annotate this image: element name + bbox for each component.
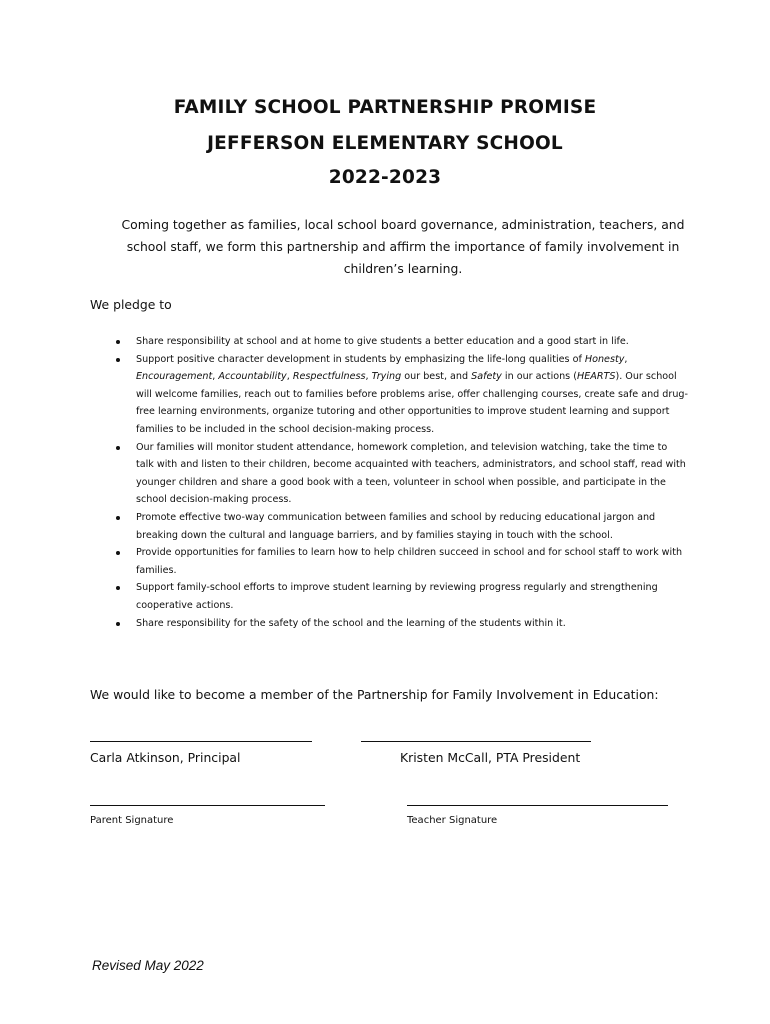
parent-signature-label: Parent Signature [90, 815, 174, 826]
pledge-item [90, 615, 688, 633]
school-year: 2022-2023 [328, 167, 442, 188]
bullet-icon [116, 516, 120, 520]
pledge-text: our best, and [401, 371, 472, 383]
pta-president-name: Kristen McCall, PTA President [400, 750, 581, 765]
pledge-emphasis: Safety [471, 371, 502, 383]
teacher-signature-line[interactable] [407, 805, 668, 806]
bullet-icon [116, 340, 120, 344]
pledge-text: , [365, 371, 372, 383]
school-name: JEFFERSON ELEMENTARY SCHOOL [207, 133, 563, 154]
document-title: FAMILY SCHOOL PARTNERSHIP PROMISE [173, 97, 597, 118]
pledge-text: Our families will monitor student attendance, homework completion, and television watching, take the time to talk with and listen to their children, become acquainted with teachers, administrators, and school staff, read with younger children and share a good book with a teen, volunteer in school when possible, and participate in the school decision-making process. [136, 441, 686, 506]
bullet-icon [116, 622, 120, 626]
pledge-item [90, 333, 688, 351]
pledge-item [90, 351, 688, 439]
pledge-text: in our actions ( [501, 371, 577, 383]
teacher-signature-label: Teacher Signature [407, 815, 498, 826]
pledge-item [90, 544, 688, 579]
revision-note: Revised May 2022 [92, 958, 204, 973]
bullet-icon [116, 551, 120, 555]
pledge-text: Promote effective two-way communication between families and school by reducing educational jargon and breaking down the cultural and language barriers, and by families staying in touch with the school. [136, 511, 656, 541]
pledge-emphasis: Honesty [584, 353, 625, 365]
parent-signature-line[interactable] [90, 805, 325, 806]
pledge-text: Support positive character development in students by emphasizing the life-long qualities of [136, 353, 585, 365]
principal-name: Carla Atkinson, Principal [90, 750, 241, 765]
pledge-text: Provide opportunities for families to learn how to help children succeed in school and for school staff to work with families. [136, 547, 683, 576]
pledge-emphasis: Encouragement [136, 371, 213, 383]
pledge-text: ). Our school will welcome families, reach out to families before problems arise, offer challenging courses, create safe and drug-free learning environments, organize tutoring and other opportunities to improve student learning and support families to be included in the school decision-making process. [136, 371, 688, 435]
pta-president-signature-line[interactable] [361, 741, 591, 742]
bullet-icon [116, 446, 120, 450]
pledge-item [90, 509, 688, 544]
pledge-text: Share responsibility at school and at home to give students a better education and a good start in life. [136, 336, 629, 347]
pledge-text: , [624, 353, 628, 365]
pledge-text: , [286, 371, 293, 383]
bullet-icon [116, 358, 120, 362]
principal-signature-line[interactable] [90, 741, 312, 742]
pledge-emphasis: Trying [371, 371, 402, 383]
pledge-emphasis: Accountability [218, 371, 287, 383]
pledge-text: Support family-school efforts to improve student learning by reviewing progress regularly and strengthening cooperative actions. [136, 582, 658, 611]
pledge-text: , [212, 371, 219, 383]
pledge-list [90, 333, 688, 632]
pledge-heading: We pledge to [90, 297, 172, 312]
membership-statement: We would like to become a member of the Partnership for Family Involvement in Education: [90, 687, 659, 702]
pledge-item [90, 439, 688, 509]
pledge-item [90, 579, 688, 614]
pledge-emphasis: Respectfulness [292, 371, 366, 383]
pledge-emphasis: HEARTS [576, 371, 616, 383]
bullet-icon [116, 586, 120, 590]
pledge-text: Share responsibility for the safety of the school and the learning of the students within it. [136, 617, 566, 629]
intro-paragraph: Coming together as families, local school board governance, administration, teachers, and school staff, we form this partnership and affirm the importance of family involvement in children’s learning. [121, 217, 685, 276]
